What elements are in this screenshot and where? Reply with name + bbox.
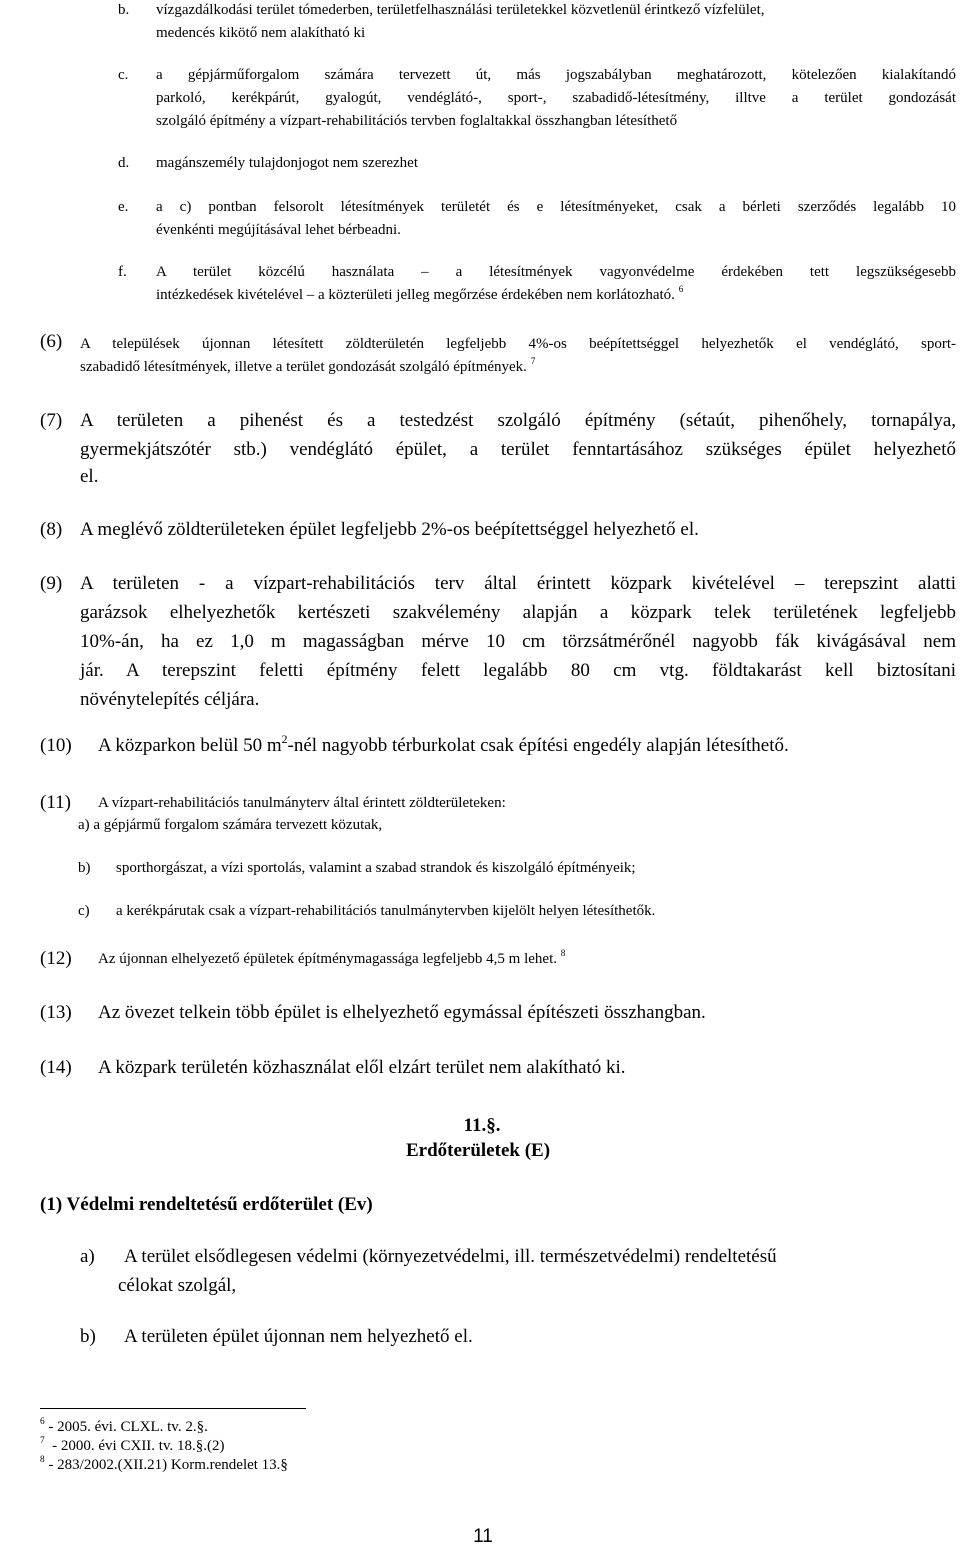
page-number: 11 [473,1526,493,1547]
paragraph-13-number: (13) [40,1002,72,1023]
subsection-heading: (1) Védelmi rendeltetésű erdőterület (Ev) [40,1194,373,1215]
paragraph-9 [80,569,956,714]
paragraph-12-number: (12) [40,948,72,969]
paragraph-9-line-3: 10%-án, ha ez 1,0 m magasságban mérve 10 cm törzsátmérőnél nagyobb fák kivágásával nem [80,631,956,652]
paragraph-9-line-5: növénytelepítés céljára. [80,689,260,710]
list-item-f-line-2-text: intézkedések kivételével – a közterületi jelleg megőrzése érdekében nem korlátozható. [156,287,675,303]
list-item-e-line-2: évenkénti megújításával lehet bérbeadni. [156,222,401,238]
paragraph-8: A meglévő zöldterületeken épület legfeljebb 2%-os beépítettséggel helyezhető el. [80,519,699,540]
list-item-c [156,64,956,133]
paragraph-7-line-1: A területen a pihenést és a testedzést szolgáló építmény (sétaút, pihenőhely, tornapálya, [80,410,956,431]
list-item-b-line-2: medencés kikötő nem alakítható ki [156,25,366,41]
paragraph-6-line-2 [80,356,956,379]
paragraph-11-marker-c: c) [78,903,90,919]
paragraph-10-number: (10) [40,735,72,756]
list-marker-e: e. [118,199,129,215]
paragraph-10 [98,731,958,760]
list-marker-d: d. [118,155,130,171]
list-marker-c: c. [118,67,129,83]
footnote-7 [40,1437,288,1456]
list-item-b [156,0,956,45]
list-marker-f: f. [118,264,127,280]
paragraph-12-text: Az újonnan elhelyezető épületek építménymagassága legfeljebb 4,5 m lehet. [98,951,557,967]
paragraph-11-number: (11) [40,792,71,813]
list-item-c-line-3: szolgáló építmény a vízpart-rehabilitációs tervben foglaltakkal összhangban létesíthető [156,113,678,129]
sub-item-b-marker: b) [80,1326,96,1347]
list-item-e-line-1: a c) pontban felsorolt létesítmények területét és e létesítményeket, csak a bérleti szerződés legalább 10 [156,199,956,215]
paragraph-9-number: (9) [40,573,63,594]
paragraph-11-intro: A vízpart-rehabilitációs tanulmányterv által érintett zöldterületeken: [98,795,506,811]
superscript-2: 2 [281,732,288,746]
footnote-ref-8: 8 [560,949,566,960]
paragraph-9-line-4: jár. A terepszint feletti építmény felett legalább 80 cm vtg. földtakarást kell biztosítani [80,660,956,681]
footnote-6-number: 6 [40,1417,45,1428]
paragraph-7-line-2: gyermekjátszótér stb.) vendéglátó épület, a terület fenntartásához szükséges épület helyezhető [80,439,956,460]
list-item-c-line-1: a gépjárműforgalom számára tervezett út, más jogszabályban meghatározott, kötelezően kialakítandó [156,67,956,83]
paragraph-7 [80,406,956,464]
paragraph-12 [98,948,958,971]
paragraph-7-number: (7) [40,410,63,431]
paragraph-13: Az övezet telkein több épület is elhelyezhető egymással építészeti összhangban. [98,1002,706,1023]
sub-item-a-marker: a) [80,1246,95,1267]
paragraph-11-marker-b: b) [78,860,91,876]
paragraph-6-line-1: A települések újonnan létesített zöldterületén legfeljebb 4%-os beépítettséggel helyezhetők el vendéglátó, sport- [80,336,956,352]
paragraph-14-number: (14) [40,1057,72,1078]
section-number: 11.§. [463,1115,501,1136]
footnote-8 [40,1456,288,1475]
paragraph-7-line-3: el. [80,466,99,487]
footnote-6 [40,1418,288,1437]
paragraph-11-item-b: sporthorgászat, a vízi sportolás, valamint a szabad strandok és kiszolgáló építményeik; [116,860,636,876]
list-item-f-line-2 [156,284,956,307]
footnote-7-number: 7 [40,1436,45,1447]
footnote-7-text: - 2000. évi CXII. tv. 18.§.(2) [44,1438,225,1454]
paragraph-9-line-2: garázsok elhelyezhetők kertészeti szakvélemény alapján a közpark telek területének legfeljebb [80,602,956,623]
paragraph-6 [80,333,956,379]
footnote-8-text: - 283/2002.(XII.21) Korm.rendelet 13.§ [44,1457,288,1473]
list-item-f [156,261,956,307]
footnote-ref-6: 6 [678,285,684,296]
footnote-ref-7: 7 [530,357,536,368]
list-item-e [156,196,956,242]
paragraph-9-line-1: A területen - a vízpart-rehabilitációs terv által érintett közpark kivételével – terepszint alatti [80,573,956,594]
paragraph-6-line-2-text: szabadidő létesítmények, illetve a terület gondozását szolgáló építmények. [80,359,527,375]
paragraph-11-item-c: a kerékpárutak csak a vízpart-rehabilitációs tanulmánytervben kijelölt helyen létesíthetők. [116,903,656,919]
list-item-b-line-1: vízgazdálkodási terület tómederben, területfelhasználási területekkel közvetlenül érintkező vízfelület, [156,2,765,18]
list-marker-b: b. [118,2,130,18]
footnote-8-number: 8 [40,1455,45,1466]
footnote-6-text: - 2005. évi. CLXL. tv. 2.§. [44,1419,208,1435]
list-item-d: magánszemély tulajdonjogot nem szerezhet [156,155,418,171]
list-item-c-line-2: parkoló, kerékpárút, gyalogút, vendéglátó-, sport-, szabadidő-létesítmény, illtve a terület gondozását [156,90,956,106]
paragraph-10-text-after: -nél nagyobb térburkolat csak építési engedély alapján létesíthető. [287,735,789,756]
section-title: Erdőterületek (E) [405,1140,551,1161]
list-item-f-line-1: A terület közcélú használata – a létesítmények vagyonvédelme érdekében tett legszükségesebb [156,264,956,280]
paragraph-11-item-a: a) a gépjármű forgalom számára tervezett közutak, [78,817,383,833]
paragraph-10-text-before: A közparkon belül 50 m [98,735,282,756]
footnote-separator [40,1408,306,1409]
paragraph-8-number: (8) [40,519,63,540]
paragraph-14: A közpark területén közhasználat elől elzárt terület nem alakítható ki. [98,1057,626,1078]
footnotes [40,1418,288,1475]
paragraph-6-number: (6) [40,331,63,352]
sub-item-b: A területen épület újonnan nem helyezhető el. [124,1326,473,1347]
sub-item-a-line-1: A terület elsődlegesen védelmi (környezetvédelmi, ill. természetvédelmi) rendeltetésű [124,1246,777,1267]
sub-item-a [118,1242,958,1300]
sub-item-a-line-2: célokat szolgál, [118,1275,237,1296]
